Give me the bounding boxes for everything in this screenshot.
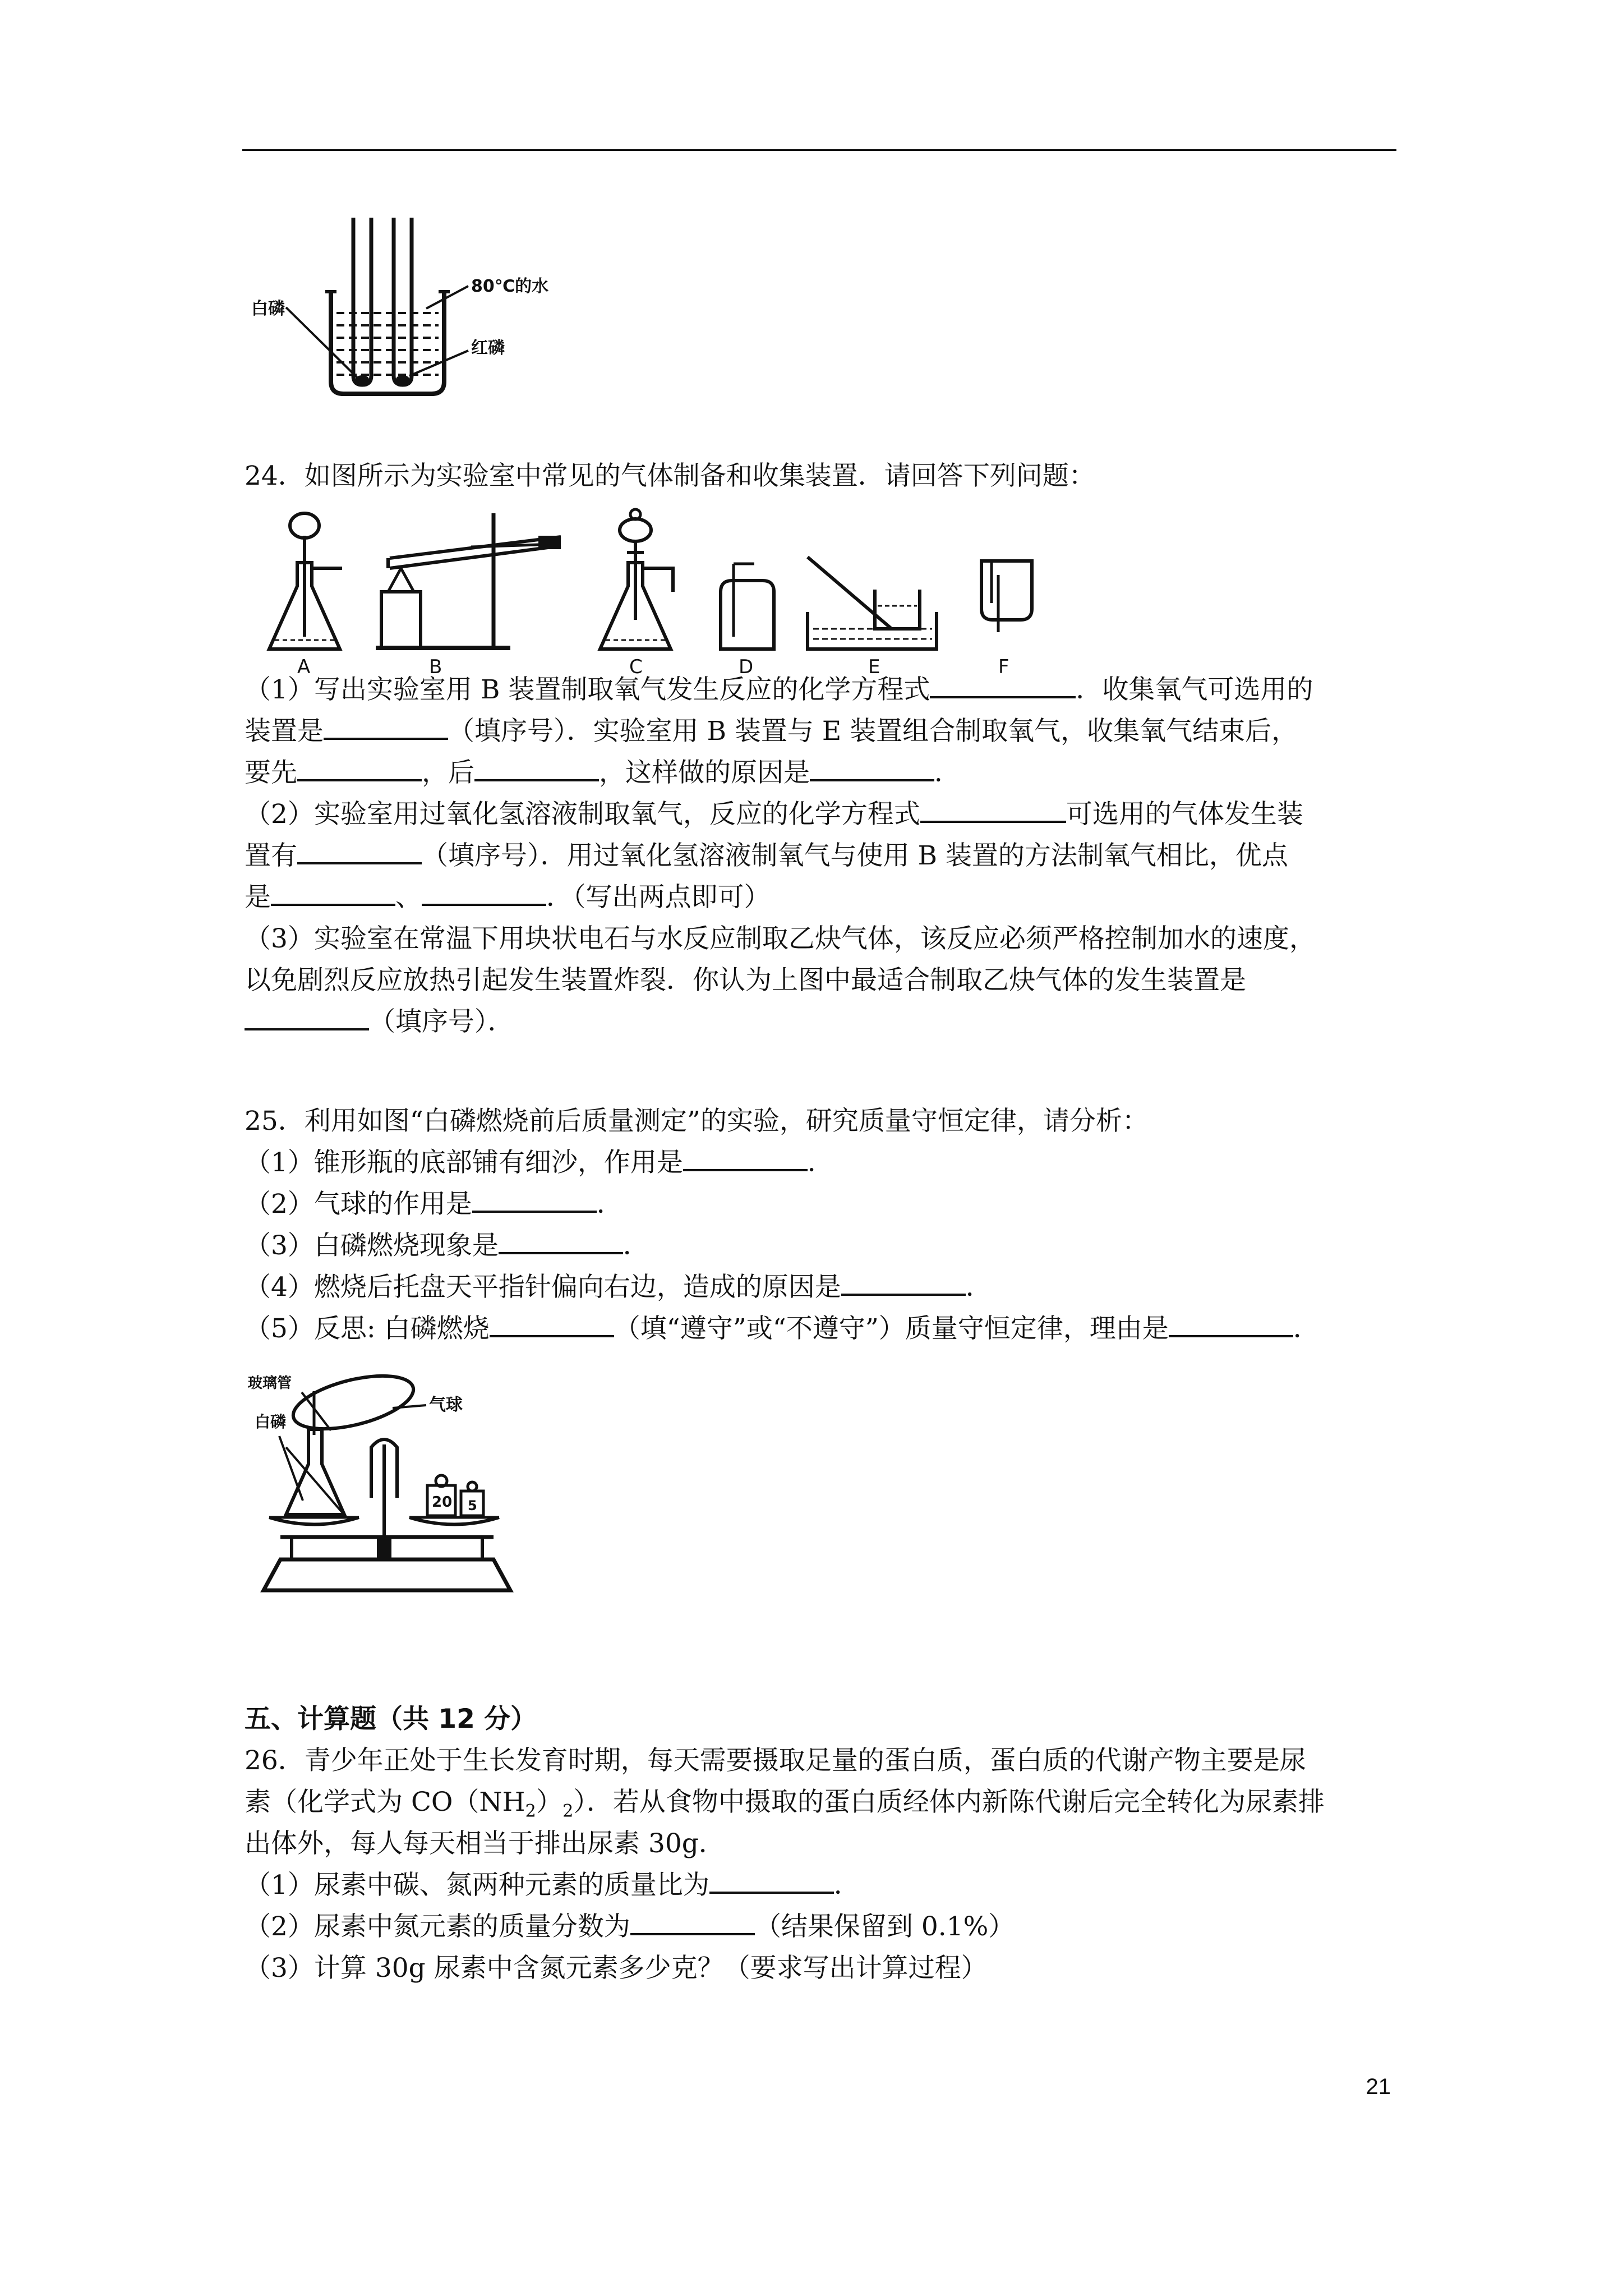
q24-stem-block xyxy=(245,455,1400,497)
answer-blank[interactable] xyxy=(271,879,395,906)
answer-blank[interactable] xyxy=(297,838,422,864)
figure-beaker-phosphorus xyxy=(247,213,583,398)
q25-stem: 25．利用如图“白磷燃烧前后质量测定”的实验，研究质量守恒定律，请分析： xyxy=(245,1106,1149,1137)
figure-balance xyxy=(247,1369,561,1604)
label-white-phosphorus: 白磷 xyxy=(251,299,285,319)
label-balloon: 气球 xyxy=(429,1395,463,1415)
answer-blank[interactable] xyxy=(1169,1310,1293,1337)
answer-blank[interactable] xyxy=(422,879,546,906)
q25-p4: （4）燃烧后托盘天平指针偏向右边，造成的原因是 ． xyxy=(245,1267,1400,1308)
answer-blank[interactable] xyxy=(472,1186,597,1213)
answer-blank[interactable] xyxy=(930,671,1076,698)
answer-blank[interactable] xyxy=(245,1004,369,1030)
q24-p1-line1: （1）写出实验室用 B 装置制取氧气发生反应的化学方程式 ．收集氧气可选用的 xyxy=(245,669,1400,711)
label-d: D xyxy=(739,656,754,676)
answer-blank[interactable] xyxy=(709,1867,834,1894)
apparatus-a xyxy=(269,513,342,676)
q26-p3: （3）计算 30g 尿素中含氮元素多少克？（要求写出计算过程） xyxy=(245,1953,988,1984)
answer-blank[interactable] xyxy=(324,713,448,740)
q24-parts xyxy=(245,669,1400,1043)
section-title: 五、计算题（共 12 分） xyxy=(245,1704,537,1734)
q25-p5: （5）反思: 白磷燃烧 （填“遵守”或“不遵守”）质量守恒定律，理由是 ． xyxy=(245,1308,1400,1350)
label-weight-20: 20 xyxy=(432,1494,453,1511)
answer-blank[interactable] xyxy=(841,1269,966,1296)
q24-p1-line2: 装置是 （填序号）．实验室用 B 装置与 E 装置组合制取氧气，收集氧气结束后， xyxy=(245,711,1400,752)
q24-p3-line3: （填序号）． xyxy=(245,1001,1400,1043)
q24-p2-line3: 是 、 ．（写出两点即可） xyxy=(245,877,1400,918)
apparatus-c xyxy=(600,509,673,676)
label-f: F xyxy=(998,656,1009,676)
q25-p3: （3）白磷燃烧现象是 ． xyxy=(245,1225,1400,1267)
figure-gas-apparatus xyxy=(247,502,1172,676)
q26-stem-line3: 出体外，每人每天相当于排出尿素 30g． xyxy=(245,1828,725,1859)
q26-p2: （2）尿素中氮元素的质量分数为 （结果保留到 0.1%） xyxy=(245,1906,1400,1948)
label-red-phosphorus: 红磷 xyxy=(471,338,505,358)
answer-blank[interactable] xyxy=(490,1310,614,1337)
q25-p1: （1）锥形瓶的底部铺有细沙，作用是 ． xyxy=(245,1142,1400,1184)
page-number: 21 xyxy=(1366,2074,1391,2099)
answer-blank[interactable] xyxy=(297,754,422,781)
q24-p1-line3: 要先 ，后 ，这样做的原因是 ． xyxy=(245,752,1400,794)
apparatus-e xyxy=(808,557,937,676)
apparatus-b xyxy=(376,513,561,676)
answer-blank[interactable] xyxy=(499,1227,623,1254)
section5-block xyxy=(245,1699,1400,1989)
answer-blank[interactable] xyxy=(683,1144,808,1171)
q24-p3-line1: （3）实验室在常温下用块状电石与水反应制取乙炔气体，该反应必须严格控制加水的速度， xyxy=(245,923,1316,954)
label-a: A xyxy=(297,656,311,676)
q25-p2: （2）气球的作用是 ． xyxy=(245,1184,1400,1225)
label-glass-tube: 玻璃管 xyxy=(248,1375,292,1392)
header-rule xyxy=(242,149,1396,151)
label-white-phosphorus-2: 白磷 xyxy=(255,1412,287,1431)
answer-blank[interactable] xyxy=(810,754,934,781)
apparatus-d xyxy=(721,564,774,676)
q24-p3-line2: 以免剧烈反应放热引起发生装置炸裂．你认为上图中最适合制取乙炔气体的发生装置是 xyxy=(245,965,1246,996)
q26-p1: （1）尿素中碳、氮两种元素的质量比为 ． xyxy=(245,1865,1400,1906)
answer-blank[interactable] xyxy=(920,796,1066,823)
q24-stem: 24．如图所示为实验室中常见的气体制备和收集装置．请回答下列问题： xyxy=(245,461,1095,491)
q24-p2-line2: 置有 （填序号）．用过氧化氢溶液制氧气与使用 B 装置的方法制氧气相比，优点 xyxy=(245,835,1400,877)
label-c: C xyxy=(629,656,643,676)
apparatus-f xyxy=(981,561,1032,676)
label-hot-water: 80℃的水 xyxy=(471,277,549,296)
label-weight-5: 5 xyxy=(468,1498,477,1513)
q25-block xyxy=(245,1101,1400,1350)
q26-stem-line1: 26．青少年正处于生长发育时期，每天需要摄取足量的蛋白质，蛋白质的代谢产物主要是尿 xyxy=(245,1745,1306,1776)
label-e: E xyxy=(868,656,880,676)
q26-stem-line2: 素（化学式为 $CO(NH_2)_2$）．若从食物中摄取的蛋白质经体内新陈代谢后完全转化为尿素排 xyxy=(245,1787,1325,1821)
label-b: B xyxy=(429,656,442,676)
q24-p2-line1: （2）实验室用过氧化氢溶液制取氧气，反应的化学方程式 可选用的气体发生装 xyxy=(245,794,1400,835)
answer-blank[interactable] xyxy=(630,1908,755,1935)
answer-blank[interactable] xyxy=(474,754,599,781)
